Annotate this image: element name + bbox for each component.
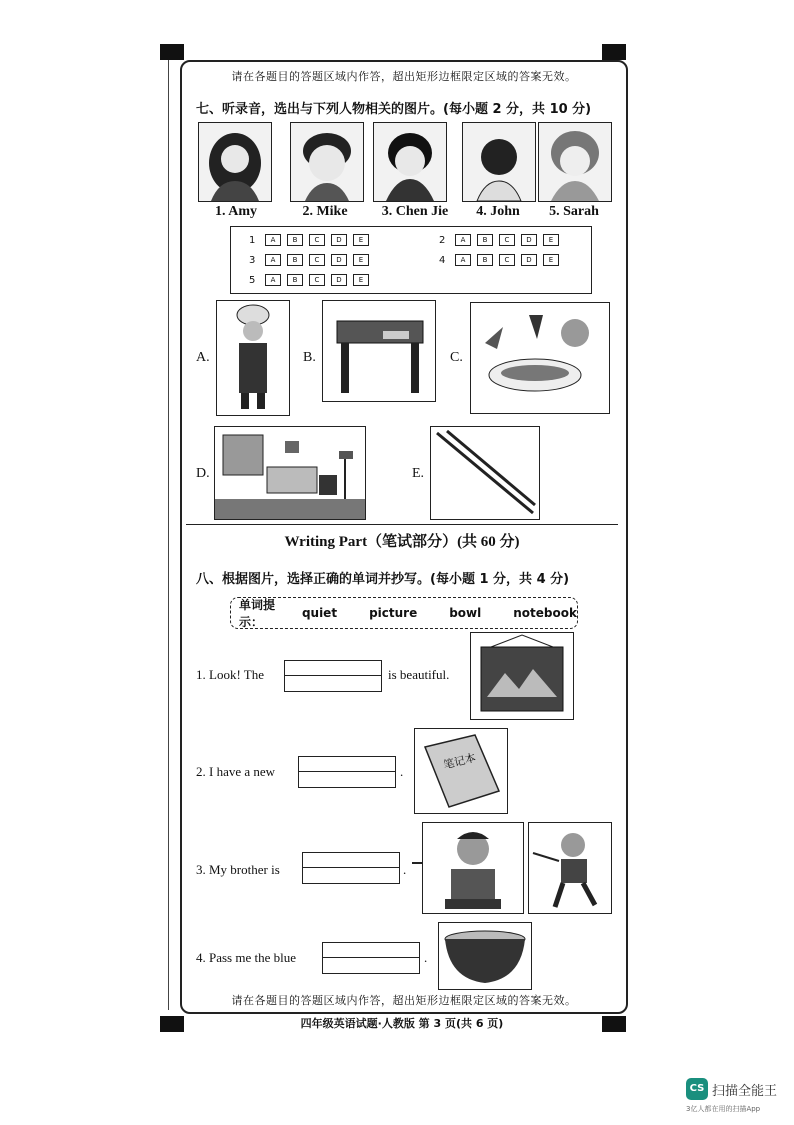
writing-part-title: Writing Part（笔试部分）(共 60 分) — [284, 534, 520, 550]
picture-boy-slingshot — [528, 822, 612, 914]
name-john: 4. John — [476, 204, 520, 219]
name-chen-jie: 3. Chen Jie — [381, 204, 449, 219]
picture-quiet-boy-reading — [422, 822, 524, 914]
word-bowl: bowl — [449, 606, 482, 620]
section-divider — [186, 524, 618, 525]
page-footer: 四年级英语试题·人教版 第 3 页(共 6 页) — [300, 1017, 504, 1030]
bubble-1-b[interactable]: B — [287, 234, 303, 246]
answer-row-4 — [439, 254, 559, 266]
answer-row-1 — [249, 234, 369, 246]
answer-row-5 — [249, 274, 369, 286]
picture-b-desk — [322, 300, 436, 402]
bubble-1-d[interactable]: D — [331, 234, 347, 246]
name-amy: 1. Amy — [215, 204, 257, 219]
portrait-chen-jie — [373, 122, 447, 202]
section-7-title: 七、听录音，选出与下列人物相关的图片。(每小题 2 分，共 10 分) — [196, 102, 592, 117]
bubble-1-a[interactable]: A — [265, 234, 281, 246]
name-sarah: 5. Sarah — [549, 204, 599, 219]
portrait-amy — [198, 122, 272, 202]
bubble-2-b[interactable]: B — [477, 234, 493, 246]
portrait-john — [462, 122, 536, 202]
portrait-mike — [290, 122, 364, 202]
bubble-3-d[interactable]: D — [331, 254, 347, 266]
question-2-suffix: . — [400, 764, 404, 779]
bubble-3-a[interactable]: A — [265, 254, 281, 266]
answer-row-number: 3 — [249, 254, 256, 266]
picture-d-living-room — [214, 426, 366, 520]
camscanner-name: 扫描全能王 — [712, 1084, 778, 1099]
word-quiet: quiet — [301, 606, 338, 620]
answer-row-number: 4 — [439, 254, 446, 266]
bubble-1-c[interactable]: C — [309, 234, 325, 246]
bubble-3-b[interactable]: B — [287, 254, 303, 266]
bubble-5-c[interactable]: C — [309, 274, 325, 286]
notice-bottom: 请在各题目的答题区域内作答，超出矩形边框限定区域的答案无效。 — [231, 994, 577, 1007]
answer-row-2 — [439, 234, 559, 246]
bubble-2-a[interactable]: A — [455, 234, 471, 246]
bubble-1-e[interactable]: E — [353, 234, 369, 246]
picture-label-e: E. — [412, 466, 425, 481]
registration-mark-top-right — [602, 44, 626, 60]
bubble-5-a[interactable]: A — [265, 274, 281, 286]
bubble-2-d[interactable]: D — [521, 234, 537, 246]
answer-row-number: 2 — [439, 234, 446, 246]
picture-e-chopsticks — [430, 426, 540, 520]
picture-a-chef — [216, 300, 290, 416]
camscanner-logo-icon: CS — [686, 1078, 708, 1100]
bubble-4-d[interactable]: D — [521, 254, 537, 266]
bubble-4-b[interactable]: B — [477, 254, 493, 266]
answer-blank-2[interactable] — [298, 756, 396, 788]
word-picture: picture — [369, 606, 418, 620]
picture-c-food — [470, 302, 610, 414]
answer-row-number: 1 — [249, 234, 256, 246]
bubble-2-e[interactable]: E — [543, 234, 559, 246]
portrait-sarah — [538, 122, 612, 202]
bubble-5-e[interactable]: E — [353, 274, 369, 286]
bubble-2-c[interactable]: C — [499, 234, 515, 246]
bubble-4-a[interactable]: A — [455, 254, 471, 266]
notice-top: 请在各题目的答题区域内作答，超出矩形边框限定区域的答案无效。 — [231, 70, 577, 83]
question-1-prefix: 1. Look! The — [196, 667, 264, 682]
picture-bowl — [438, 922, 532, 990]
word-notebook: notebook — [513, 606, 577, 620]
bubble-4-c[interactable]: C — [499, 254, 515, 266]
notebook-cover-text: 笔记本 — [442, 751, 478, 772]
answer-grid — [230, 226, 592, 294]
bubble-4-e[interactable]: E — [543, 254, 559, 266]
bubble-5-d[interactable]: D — [331, 274, 347, 286]
section-8-title: 八、根据图片，选择正确的单词并抄写。(每小题 1 分，共 4 分) — [196, 572, 570, 587]
bubble-5-b[interactable]: B — [287, 274, 303, 286]
answer-blank-3[interactable] — [302, 852, 400, 884]
word-hint-label: 单词提示： — [239, 598, 276, 629]
registration-mark-top-left — [160, 44, 184, 60]
question-2-prefix: 2. I have a new — [196, 764, 276, 779]
question-4-prefix: 4. Pass me the blue — [196, 950, 297, 965]
picture-painting — [470, 632, 574, 720]
question-3-suffix: . — [403, 862, 407, 877]
picture-label-c: C. — [450, 350, 463, 365]
answer-row-3 — [249, 254, 369, 266]
bubble-3-e[interactable]: E — [353, 254, 369, 266]
question-4-suffix: . — [424, 950, 428, 965]
word-hint-box — [230, 597, 578, 629]
question-1-suffix: is beautiful. — [388, 667, 450, 682]
picture-label-d: D. — [196, 466, 210, 481]
picture-label-b: B. — [303, 350, 316, 365]
bubble-3-c[interactable]: C — [309, 254, 325, 266]
picture-label-a: A. — [196, 350, 210, 365]
question-3-prefix: 3. My brother is — [196, 862, 280, 877]
camscanner-tagline: 3亿人都在用的扫描App — [686, 1105, 761, 1113]
answer-blank-4[interactable] — [322, 942, 420, 974]
answer-blank-1[interactable] — [284, 660, 382, 692]
picture-notebook — [414, 728, 508, 814]
binding-margin — [146, 60, 169, 1010]
answer-row-number: 5 — [249, 274, 256, 286]
name-mike: 2. Mike — [302, 204, 348, 219]
